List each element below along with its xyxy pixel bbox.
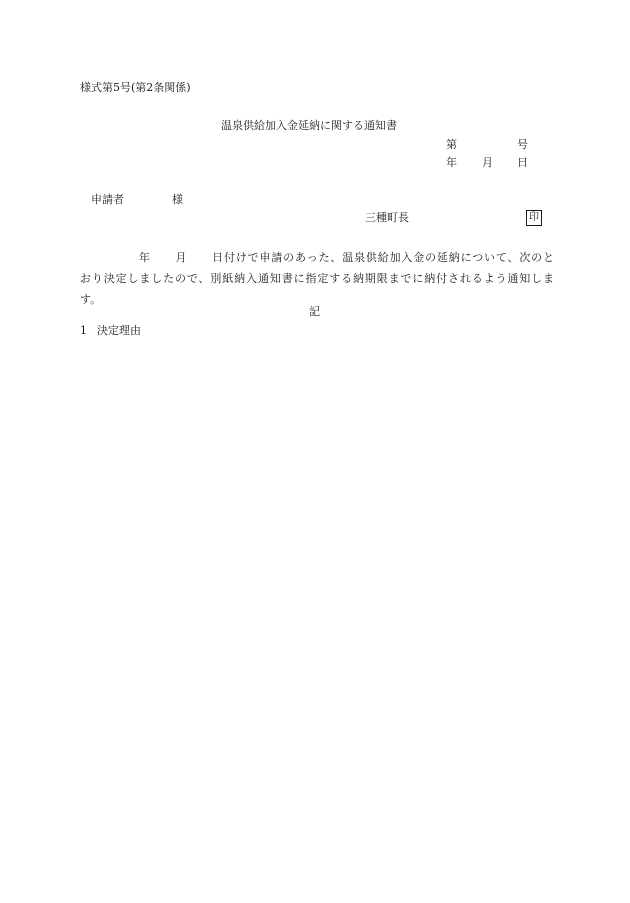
doc-number-suffix: 号 (517, 138, 528, 151)
body-month: 月 (174, 251, 188, 264)
body-line-1 (80, 247, 554, 268)
seal-mark: 印 (526, 210, 542, 226)
date-year: 年 (446, 156, 457, 169)
document-title: 温泉供給加入金延納に関する通知書 (221, 119, 397, 132)
item-1-label: 決定理由 (97, 324, 141, 337)
body-year: 年 (138, 251, 151, 264)
recipient-label: 申請者 (91, 193, 124, 206)
date-day: 日 (517, 156, 528, 169)
recipient-honorific: 様 (172, 193, 183, 206)
body-paragraph (80, 247, 554, 310)
body-line-3: す。 (80, 293, 102, 306)
issuer-title: 三種町長 (365, 211, 409, 224)
item-1-number: 1 (80, 324, 87, 337)
body-line-2: おり決定しましたので、別紙納入通知書に指定する納期限までに納付されるよう通知しま (80, 272, 554, 285)
form-number: 様式第5号(第2条関係) (80, 81, 191, 94)
ki-heading: 記 (309, 305, 320, 318)
body-line-1-text: 日付けで申請のあった、温泉供給加入金の延納について、次のと (211, 251, 554, 264)
date-month: 月 (482, 156, 493, 169)
doc-number-prefix: 第 (446, 138, 457, 151)
